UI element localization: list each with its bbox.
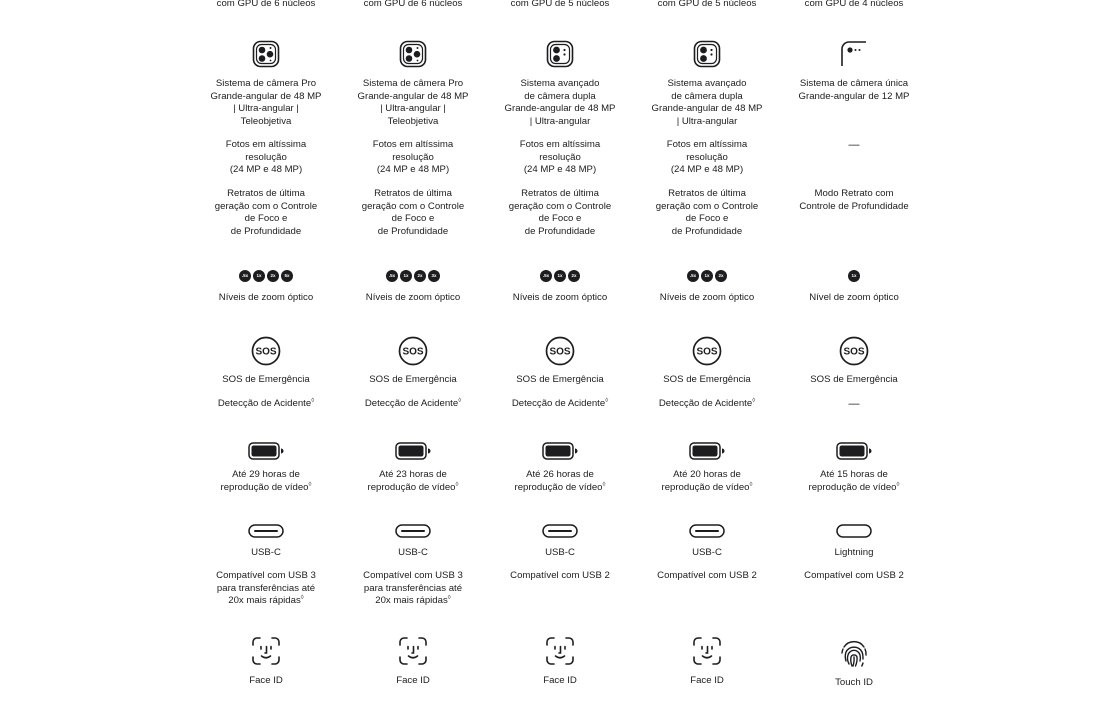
usb-text <box>193 570 340 608</box>
auth-icon-wrap <box>634 636 781 666</box>
high-res-photos-text <box>340 139 487 177</box>
port-text: Lightning <box>834 547 874 558</box>
port-icon-wrap <box>487 524 634 538</box>
battery-sup-text: ◊ <box>455 481 459 488</box>
zoom-level-badge: 2x <box>715 270 727 282</box>
usb3-text: 20x mais rápidas <box>375 595 448 607</box>
photos-text: Fotos em altíssima resolução (24 MP e 48 MP) <box>666 139 748 176</box>
dual-camera-icon <box>693 40 721 68</box>
svg-text:SOS: SOS <box>843 346 865 358</box>
portrait-text <box>340 188 487 238</box>
camera-system-text <box>781 78 928 103</box>
dual-camera-icon <box>546 40 574 68</box>
usb2-text: para transferências até <box>363 582 463 594</box>
zoom-level-badge: 1x <box>400 270 412 282</box>
port-text <box>487 547 634 560</box>
model-column-5 <box>781 0 928 704</box>
auth-text <box>781 677 928 690</box>
camera-system-text <box>487 78 634 128</box>
camera-text: Sistema avançado de câmera dupla Grande-angular de 48 MP | Ultra-angular <box>504 78 616 127</box>
battery-icon <box>395 442 431 460</box>
gpu-text: com GPU de 4 núcleos <box>804 0 904 9</box>
usb-c-icon <box>248 524 284 538</box>
crash-sup-text: ◊ <box>752 398 756 404</box>
sos-text: SOS de Emergência <box>810 374 898 385</box>
camera-text: Sistema avançado de câmera dupla Grande-angular de 48 MP | Ultra-angular <box>651 78 763 127</box>
battery-icon-wrap <box>340 442 487 460</box>
portrait-text: Retratos de última geração com o Controle de Foco e de Profundidade <box>655 188 759 237</box>
face-id-icon <box>251 636 281 666</box>
usb1-text: Compatível com USB 2 <box>657 570 757 581</box>
battery2-text: reprodução de vídeo <box>514 481 603 493</box>
sos-text: SOS de Emergência <box>516 374 604 385</box>
zoom-level-badge: 1x <box>253 270 265 282</box>
sos-icon <box>839 336 869 366</box>
crash-detection-text <box>487 398 634 411</box>
gpu-text <box>634 0 781 11</box>
svg-text:SOS: SOS <box>255 346 277 358</box>
auth-text: Face ID <box>249 675 283 686</box>
battery1-text: Até 23 horas de <box>379 469 447 480</box>
port-text <box>781 547 928 560</box>
battery-text <box>781 469 928 494</box>
battery2-text: reprodução de vídeo <box>220 481 309 493</box>
port-icon-wrap <box>340 524 487 538</box>
emergency-sos-text <box>193 374 340 387</box>
sos-icon <box>545 336 575 366</box>
sos-icon-wrap <box>340 336 487 366</box>
battery2-text: reprodução de vídeo <box>661 481 750 493</box>
zoom-level-badge: 2x <box>267 270 279 282</box>
port-text <box>193 547 340 560</box>
zoom-level-badge: 1x <box>554 270 566 282</box>
zoom-level-badge: 2x <box>568 270 580 282</box>
battery-sup-text: ◊ <box>896 481 900 488</box>
battery-icon-wrap <box>487 442 634 460</box>
zoom-label <box>340 292 487 305</box>
auth-text <box>193 675 340 688</box>
auth-text <box>634 675 781 688</box>
port-icon-wrap <box>193 524 340 538</box>
gpu-text: com GPU de 5 núcleos <box>657 0 757 9</box>
usb-c-icon <box>689 524 725 538</box>
crash-sup-text: ◊ <box>458 398 462 404</box>
zoom-label <box>781 292 928 305</box>
battery-text <box>487 469 634 494</box>
zoom-label-text: Níveis de zoom óptico <box>365 292 461 303</box>
sos-icon <box>398 336 428 366</box>
model-column-2 <box>340 0 487 704</box>
high-res-photos-text <box>193 139 340 177</box>
portrait-text <box>634 188 781 238</box>
crash-text: Detecção de Acidente <box>364 398 459 409</box>
gpu-text: com GPU de 6 núcleos <box>363 0 463 9</box>
zoom-levels <box>487 270 634 282</box>
battery-sup-text: ◊ <box>602 481 606 488</box>
zoom-levels <box>193 270 340 282</box>
triple-camera-icon <box>399 40 427 68</box>
camera-system-text <box>634 78 781 128</box>
photos-text: Fotos em altíssima resolução (24 MP e 48 MP) <box>519 139 601 176</box>
touch-id-icon <box>838 637 870 669</box>
high-res-photos-text <box>781 139 928 152</box>
zoom-level-badge: 3x <box>428 270 440 282</box>
battery1-text: Até 29 horas de <box>232 469 300 480</box>
battery-icon-wrap <box>781 442 928 460</box>
gpu-text <box>193 0 340 11</box>
crash-text: Detecção de Acidente <box>658 398 753 409</box>
portrait-text <box>781 188 928 213</box>
emergency-sos-text <box>781 374 928 387</box>
auth-text <box>487 675 634 688</box>
port-text: USB-C <box>545 547 575 558</box>
sos-icon <box>251 336 281 366</box>
battery-icon <box>542 442 578 460</box>
photos-text: — <box>848 139 860 151</box>
sos-icon-wrap <box>781 336 928 366</box>
zoom-label <box>634 292 781 305</box>
usb-sup-text: ◊ <box>447 595 451 602</box>
zoom-level-badge: 5x <box>281 270 293 282</box>
sos-text: SOS de Emergência <box>222 374 310 385</box>
auth-icon-wrap <box>340 636 487 666</box>
auth-text: Face ID <box>396 675 430 686</box>
battery-icon <box>836 442 872 460</box>
auth-text: Face ID <box>690 675 724 686</box>
face-id-icon <box>692 636 722 666</box>
usb1-text: Compatível com USB 3 <box>363 570 463 581</box>
usb-c-icon <box>542 524 578 538</box>
battery-text <box>340 469 487 494</box>
usb-text <box>487 570 634 583</box>
auth-icon-wrap <box>781 637 928 669</box>
camera-icon-wrap <box>487 40 634 68</box>
portrait-text: Modo Retrato com Controle de Profundidade <box>799 188 909 212</box>
gpu-text <box>781 0 928 11</box>
usb-sup-text: ◊ <box>300 595 304 602</box>
gpu-text <box>487 0 634 11</box>
battery-icon-wrap <box>634 442 781 460</box>
high-res-photos-text <box>634 139 781 177</box>
crash-detection-text <box>634 398 781 411</box>
auth-text <box>340 675 487 688</box>
zoom-level-badge: .5x <box>239 270 251 282</box>
camera-text: Sistema de câmera Pro Grande-angular de 48 MP | Ultra-angular | Teleobjetiva <box>357 78 469 127</box>
battery-text <box>193 469 340 494</box>
portrait-text <box>487 188 634 238</box>
camera-icon-wrap <box>781 40 928 68</box>
single-camera-icon <box>840 40 868 68</box>
zoom-label <box>193 292 340 305</box>
battery1-text: Até 15 horas de <box>820 469 888 480</box>
model-column-4 <box>634 0 781 704</box>
sos-text: SOS de Emergência <box>663 374 751 385</box>
crash-sup-text: ◊ <box>605 398 609 404</box>
battery2-text: reprodução de vídeo <box>808 481 897 493</box>
photos-text: Fotos em altíssima resolução (24 MP e 48 MP) <box>225 139 307 176</box>
usb1-text: Compatível com USB 2 <box>804 570 904 581</box>
battery-sup-text: ◊ <box>308 481 312 488</box>
usb1-text: Compatível com USB 2 <box>510 570 610 581</box>
emergency-sos-text <box>487 374 634 387</box>
model-column-3 <box>487 0 634 704</box>
sos-icon-wrap <box>193 336 340 366</box>
battery1-text: Até 20 horas de <box>673 469 741 480</box>
portrait-text: Retratos de última geração com o Controle de Foco e de Profundidade <box>361 188 465 237</box>
gpu-text: com GPU de 5 núcleos <box>510 0 610 9</box>
sos-icon <box>692 336 722 366</box>
usb3-text: 20x mais rápidas <box>228 595 301 607</box>
zoom-label-text: Níveis de zoom óptico <box>218 292 314 303</box>
camera-text: Sistema de câmera única Grande-angular de 12 MP <box>798 78 910 102</box>
usb-text <box>781 570 928 583</box>
crash-detection-text <box>193 398 340 411</box>
crash-text: — <box>848 398 860 410</box>
portrait-text: Retratos de última geração com o Controle de Foco e de Profundidade <box>214 188 318 237</box>
zoom-label-text: Nível de zoom óptico <box>809 292 899 303</box>
zoom-level-badge: 2x <box>414 270 426 282</box>
face-id-icon <box>398 636 428 666</box>
battery-icon <box>248 442 284 460</box>
portrait-text <box>193 188 340 238</box>
zoom-level-badge: 1x <box>701 270 713 282</box>
lightning-icon <box>836 524 872 538</box>
usb-c-icon <box>395 524 431 538</box>
svg-text:SOS: SOS <box>549 346 571 358</box>
sos-icon-wrap <box>634 336 781 366</box>
usb1-text: Compatível com USB 3 <box>216 570 316 581</box>
high-res-photos-text <box>487 139 634 177</box>
gpu-text: com GPU de 6 núcleos <box>216 0 316 9</box>
portrait-text: Retratos de última geração com o Controle de Foco e de Profundidade <box>508 188 612 237</box>
auth-icon-wrap <box>487 636 634 666</box>
emergency-sos-text <box>634 374 781 387</box>
auth-text: Touch ID <box>835 677 873 688</box>
zoom-level-badge: 1x <box>848 270 860 282</box>
zoom-label-text: Níveis de zoom óptico <box>659 292 755 303</box>
zoom-levels <box>781 270 928 282</box>
camera-system-text <box>340 78 487 128</box>
emergency-sos-text <box>340 374 487 387</box>
battery-icon <box>689 442 725 460</box>
port-icon-wrap <box>634 524 781 538</box>
crash-text: Detecção de Acidente <box>217 398 312 409</box>
usb2-text: para transferências até <box>216 582 316 594</box>
port-icon-wrap <box>781 524 928 538</box>
port-text: USB-C <box>251 547 281 558</box>
crash-sup-text: ◊ <box>311 398 315 404</box>
camera-text: Sistema de câmera Pro Grande-angular de 48 MP | Ultra-angular | Teleobjetiva <box>210 78 322 127</box>
zoom-levels <box>340 270 487 282</box>
triple-camera-icon <box>252 40 280 68</box>
zoom-level-badge: .5x <box>540 270 552 282</box>
crash-detection-text <box>781 398 928 412</box>
camera-icon-wrap <box>340 40 487 68</box>
battery-sup-text: ◊ <box>749 481 753 488</box>
svg-text:SOS: SOS <box>696 346 718 358</box>
usb-text <box>634 570 781 583</box>
battery2-text: reprodução de vídeo <box>367 481 456 493</box>
port-text <box>340 547 487 560</box>
zoom-label <box>487 292 634 305</box>
sos-text: SOS de Emergência <box>369 374 457 385</box>
camera-icon-wrap <box>634 40 781 68</box>
zoom-levels <box>634 270 781 282</box>
gpu-text <box>340 0 487 11</box>
battery-icon-wrap <box>193 442 340 460</box>
auth-icon-wrap <box>193 636 340 666</box>
crash-text: Detecção de Acidente <box>511 398 606 409</box>
zoom-label-text: Níveis de zoom óptico <box>512 292 608 303</box>
face-id-icon <box>545 636 575 666</box>
model-column-1 <box>193 0 340 704</box>
auth-text: Face ID <box>543 675 577 686</box>
battery1-text: Até 26 horas de <box>526 469 594 480</box>
svg-text:SOS: SOS <box>402 346 424 358</box>
port-text: USB-C <box>398 547 428 558</box>
camera-icon-wrap <box>193 40 340 68</box>
battery-text <box>634 469 781 494</box>
zoom-level-badge: .5x <box>386 270 398 282</box>
crash-detection-text <box>340 398 487 411</box>
camera-system-text <box>193 78 340 128</box>
port-text <box>634 547 781 560</box>
port-text: USB-C <box>692 547 722 558</box>
usb-text <box>340 570 487 608</box>
sos-icon-wrap <box>487 336 634 366</box>
zoom-level-badge: .5x <box>687 270 699 282</box>
photos-text: Fotos em altíssima resolução (24 MP e 48 MP) <box>372 139 454 176</box>
